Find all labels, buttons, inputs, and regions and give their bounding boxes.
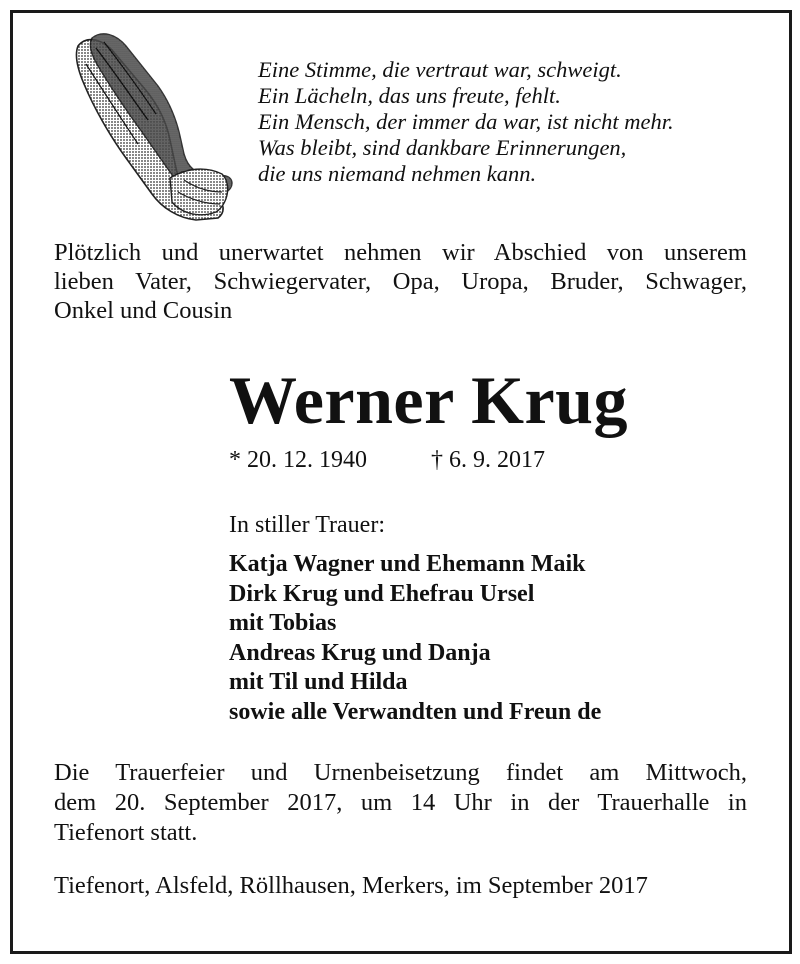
ceremony-text	[54, 758, 747, 848]
intro-line: Plötzlich und unerwartet nehmen wir Abschied von unserem	[54, 239, 747, 266]
mourner-line: Katja Wagner und Ehemann Maik	[229, 551, 586, 577]
ceremony-line: dem 20. September 2017, um 14 Uhr in der Trauerhalle in	[54, 789, 747, 816]
praying-hands-icon	[66, 28, 236, 223]
poem-line: Eine Stimme, die vertraut war, schweigt.	[258, 57, 622, 82]
poem-line: die uns niemand nehmen kann.	[258, 161, 537, 186]
mourner-line: Andreas Krug und Danja	[229, 639, 491, 666]
mourner-line: mit Tobias	[229, 610, 337, 637]
ceremony-line: Tiefenort statt.	[54, 819, 198, 846]
places-and-date: Tiefenort, Alsfeld, Röllhausen, Merkers, im September 2017	[54, 872, 648, 899]
intro-line: lieben Vater, Schwiegervater, Opa, Uropa, Bruder, Schwager,	[54, 268, 747, 295]
birth-date: * 20. 12. 1940	[229, 447, 367, 473]
poem-line: Ein Mensch, der immer da war, ist nicht mehr.	[258, 109, 674, 134]
mourning-label: In stiller Trauer:	[229, 512, 385, 538]
poem	[258, 57, 674, 187]
poem-line: Was bleibt, sind dankbare Erinnerungen,	[258, 135, 627, 160]
intro-line: Onkel und Cousin	[54, 297, 233, 324]
intro-text	[54, 238, 747, 325]
death-date: † 6. 9. 2017	[431, 447, 545, 473]
mourner-line: sowie alle Verwandten und Freun de	[229, 698, 602, 725]
mourners-list	[229, 550, 601, 728]
mourner-line: mit Til und Hilda	[229, 669, 408, 696]
deceased-name: Werner Krug	[229, 362, 628, 438]
life-dates	[229, 446, 545, 474]
poem-line: Ein Lächeln, das uns freute, fehlt.	[258, 83, 561, 108]
mourner-line: Dirk Krug und Ehefrau Ursel	[229, 580, 535, 607]
ceremony-line: Die Trauerfeier und Urnenbeisetzung findet am Mittwoch,	[54, 759, 747, 786]
